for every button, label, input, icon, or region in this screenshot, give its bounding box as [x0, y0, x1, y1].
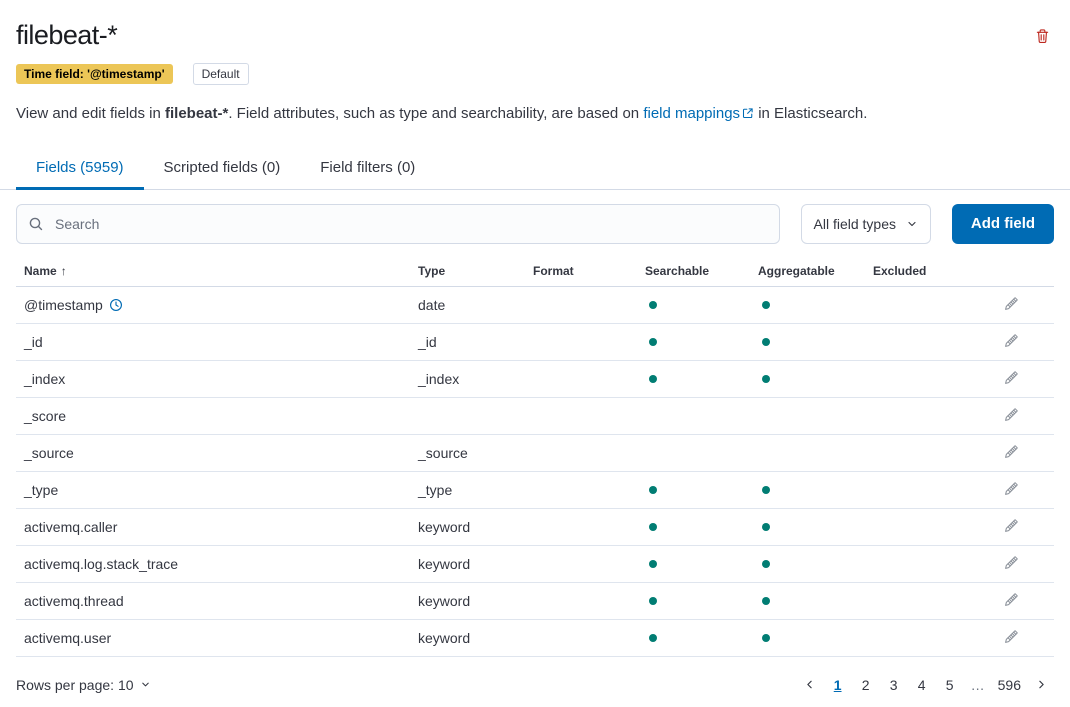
pencil-icon	[1004, 333, 1019, 348]
page-button-5[interactable]: 5	[938, 673, 962, 697]
table-row	[16, 620, 1054, 657]
description-text: . Field attributes, such as type and searchability, are based on	[228, 105, 644, 122]
aggregatable-dot	[762, 560, 770, 568]
field-type: keyword	[418, 629, 471, 646]
fields-table	[16, 257, 1054, 657]
edit-field-button[interactable]	[1000, 366, 1023, 392]
search-input[interactable]	[16, 204, 780, 244]
column-header-excluded: Excluded	[873, 264, 927, 278]
table-row	[16, 361, 1054, 398]
field-type: _id	[418, 333, 437, 350]
previous-page-button[interactable]	[797, 676, 822, 693]
pencil-icon	[1004, 629, 1019, 644]
edit-field-button[interactable]	[1000, 514, 1023, 540]
pencil-icon	[1004, 407, 1019, 422]
chevron-down-icon	[140, 679, 151, 690]
field-name: activemq.log.stack_trace	[24, 555, 179, 572]
aggregatable-dot	[762, 486, 770, 494]
search-box	[16, 204, 780, 244]
pencil-icon	[1004, 518, 1019, 533]
table-row	[16, 435, 1054, 472]
field-name: activemq.caller	[24, 518, 118, 535]
field-type: _index	[418, 370, 460, 387]
column-header-type: Type	[418, 264, 446, 278]
searchable-dot	[649, 338, 657, 346]
field-name: @timestamp	[24, 296, 103, 313]
field-name: _source	[24, 444, 74, 461]
searchable-dot	[649, 301, 657, 309]
searchable-dot	[649, 486, 657, 494]
aggregatable-dot	[762, 634, 770, 642]
chevron-right-icon	[1035, 678, 1048, 691]
field-type: _source	[418, 444, 468, 461]
edit-field-button[interactable]	[1000, 477, 1023, 503]
pencil-icon	[1004, 481, 1019, 496]
tab-scripted-fields-0[interactable]: Scripted fields (0)	[144, 150, 301, 189]
aggregatable-dot	[762, 375, 770, 383]
rows-per-page-button[interactable]: Rows per page: 10	[16, 673, 151, 697]
search-icon	[28, 216, 44, 232]
searchable-dot	[649, 597, 657, 605]
pencil-icon	[1004, 370, 1019, 385]
page-button-4[interactable]: 4	[910, 673, 934, 697]
tabs	[0, 150, 1070, 190]
page-button-1[interactable]: 1	[826, 673, 850, 697]
next-page-button[interactable]	[1029, 676, 1054, 693]
clock-icon	[109, 298, 123, 312]
page-button-596[interactable]: 596	[994, 673, 1025, 697]
column-header-format: Format	[533, 264, 574, 278]
column-header-searchable: Searchable	[645, 264, 710, 278]
edit-field-button[interactable]	[1000, 329, 1023, 355]
table-row	[16, 398, 1054, 435]
searchable-dot	[649, 634, 657, 642]
page-button-2[interactable]: 2	[854, 673, 878, 697]
description-text: View and edit fields in	[16, 105, 165, 122]
page-button-3[interactable]: 3	[882, 673, 906, 697]
pagination	[797, 673, 1054, 697]
field-type: keyword	[418, 518, 471, 535]
aggregatable-dot	[762, 301, 770, 309]
aggregatable-dot	[762, 338, 770, 346]
delete-index-pattern-button[interactable]	[1031, 24, 1054, 51]
field-type: _type	[418, 481, 453, 498]
aggregatable-dot	[762, 597, 770, 605]
edit-field-button[interactable]	[1000, 403, 1023, 429]
default-badge: Default	[193, 63, 249, 85]
toolbar	[16, 204, 1054, 244]
tab-fields-5959[interactable]: Fields (5959)	[16, 150, 144, 189]
field-type: date	[418, 296, 446, 313]
table-row	[16, 287, 1054, 324]
field-type: keyword	[418, 555, 471, 572]
pencil-icon	[1004, 444, 1019, 459]
table-row	[16, 509, 1054, 546]
field-name: _id	[24, 333, 43, 350]
column-header-aggregatable: Aggregatable	[758, 264, 835, 278]
table-row	[16, 583, 1054, 620]
field-type-filter[interactable]: All field types	[801, 204, 931, 244]
table-body	[16, 287, 1054, 657]
searchable-dot	[649, 375, 657, 383]
add-field-button[interactable]: Add field	[952, 204, 1054, 244]
page-title: filebeat-*	[16, 20, 118, 50]
field-mappings-link[interactable]: field mappings	[643, 105, 754, 122]
index-pattern-page	[0, 20, 1070, 697]
field-name: _score	[24, 407, 67, 424]
tab-field-filters-0[interactable]: Field filters (0)	[300, 150, 435, 189]
aggregatable-dot	[762, 523, 770, 531]
table-row	[16, 324, 1054, 361]
table-header-row	[16, 257, 1054, 287]
edit-field-button[interactable]	[1000, 551, 1023, 577]
edit-field-button[interactable]	[1000, 588, 1023, 614]
trash-icon	[1035, 28, 1050, 44]
external-link-icon	[742, 107, 754, 119]
field-name: _type	[24, 481, 59, 498]
chevron-left-icon	[803, 678, 816, 691]
field-name: activemq.user	[24, 629, 112, 646]
searchable-dot	[649, 560, 657, 568]
index-name-bold: filebeat-*	[164, 105, 229, 122]
edit-field-button[interactable]	[1000, 292, 1023, 318]
table-row	[16, 472, 1054, 509]
pagination-ellipsis: …	[966, 673, 990, 697]
time-field-badge: Time field: '@timestamp'	[16, 64, 173, 84]
chevron-down-icon	[906, 218, 918, 230]
description-text: in Elasticsearch.	[754, 105, 868, 122]
field-name: activemq.thread	[24, 592, 124, 609]
table-row	[16, 546, 1054, 583]
pencil-icon	[1004, 592, 1019, 607]
field-name: _index	[24, 370, 66, 387]
searchable-dot	[649, 523, 657, 531]
edit-field-button[interactable]	[1000, 625, 1023, 651]
page-description	[0, 103, 1070, 126]
sort-ascending-icon: ↑	[60, 264, 67, 278]
field-type: keyword	[418, 592, 471, 609]
column-header-name[interactable]: Name ↑	[24, 264, 67, 278]
table-footer	[16, 673, 1054, 697]
pencil-icon	[1004, 296, 1019, 311]
pencil-icon	[1004, 555, 1019, 570]
edit-field-button[interactable]	[1000, 440, 1023, 466]
